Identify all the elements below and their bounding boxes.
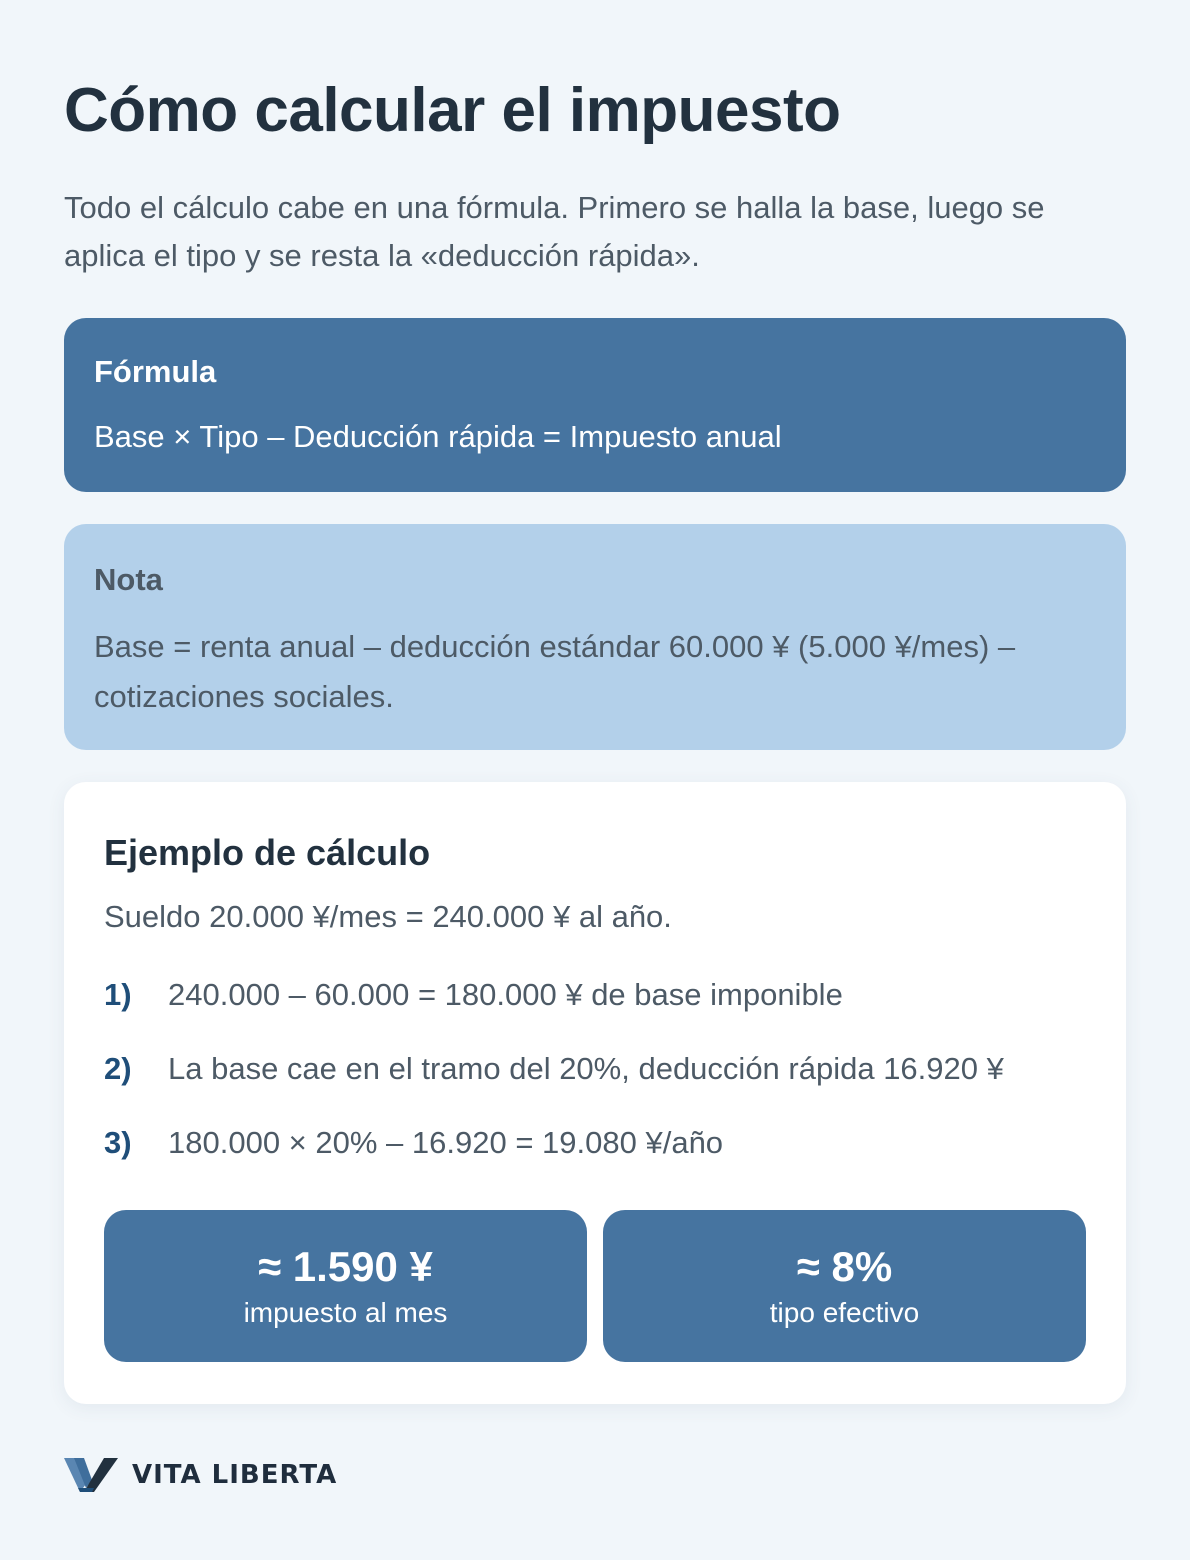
step-number: 3): [104, 1125, 132, 1160]
step-item: [104, 1032, 1086, 1106]
brand-footer: [64, 1454, 337, 1496]
page-title: Cómo calcular el impuesto: [64, 76, 841, 145]
steps-list: [104, 958, 1086, 1180]
result-caption: tipo efectivo: [769, 1297, 920, 1328]
result-value: ≈ 8%: [796, 1243, 893, 1290]
formula-text: Base × Tipo – Deducción rápida = Impuesto anual: [94, 419, 782, 454]
brand-name: VITA LIBERTA: [132, 1460, 338, 1490]
effective-rate-result: [603, 1210, 1086, 1362]
step-item: [104, 958, 1086, 1032]
example-description: Sueldo 20.000 ¥/mes = 240.000 ¥ al año.: [104, 899, 672, 934]
step-item: [104, 1106, 1086, 1180]
monthly-tax-result: [104, 1210, 587, 1362]
results-row: [104, 1210, 1086, 1362]
result-value: ≈ 1.590 ¥: [258, 1243, 433, 1290]
example-title: Ejemplo de cálculo: [104, 832, 431, 873]
intro-text: Todo el cálculo cabe en una fórmula. Primero se halla la base, luego se aplica el tipo y se resta la «deducción rápida».: [64, 190, 1045, 273]
step-number: 1): [104, 977, 132, 1012]
example-card: [64, 782, 1126, 1404]
step-number: 2): [104, 1051, 132, 1086]
formula-label: Fórmula: [94, 354, 217, 389]
step-text: 180.000 × 20% – 16.920 = 19.080 ¥/año: [168, 1125, 724, 1160]
vita-liberta-logo-icon: [64, 1454, 118, 1496]
step-text: La base cae en el tramo del 20%, deducción rápida 16.920 ¥: [168, 1051, 1004, 1086]
note-card: [64, 524, 1126, 750]
result-caption: impuesto al mes: [243, 1297, 448, 1328]
formula-card: [64, 318, 1126, 492]
note-text: Base = renta anual – deducción estándar 60.000 ¥ (5.000 ¥/mes) – cotizaciones sociales.: [94, 629, 1016, 714]
note-label: Nota: [94, 562, 163, 597]
page-content: [64, 70, 1126, 1404]
step-text: 240.000 – 60.000 = 180.000 ¥ de base imponible: [168, 977, 843, 1012]
